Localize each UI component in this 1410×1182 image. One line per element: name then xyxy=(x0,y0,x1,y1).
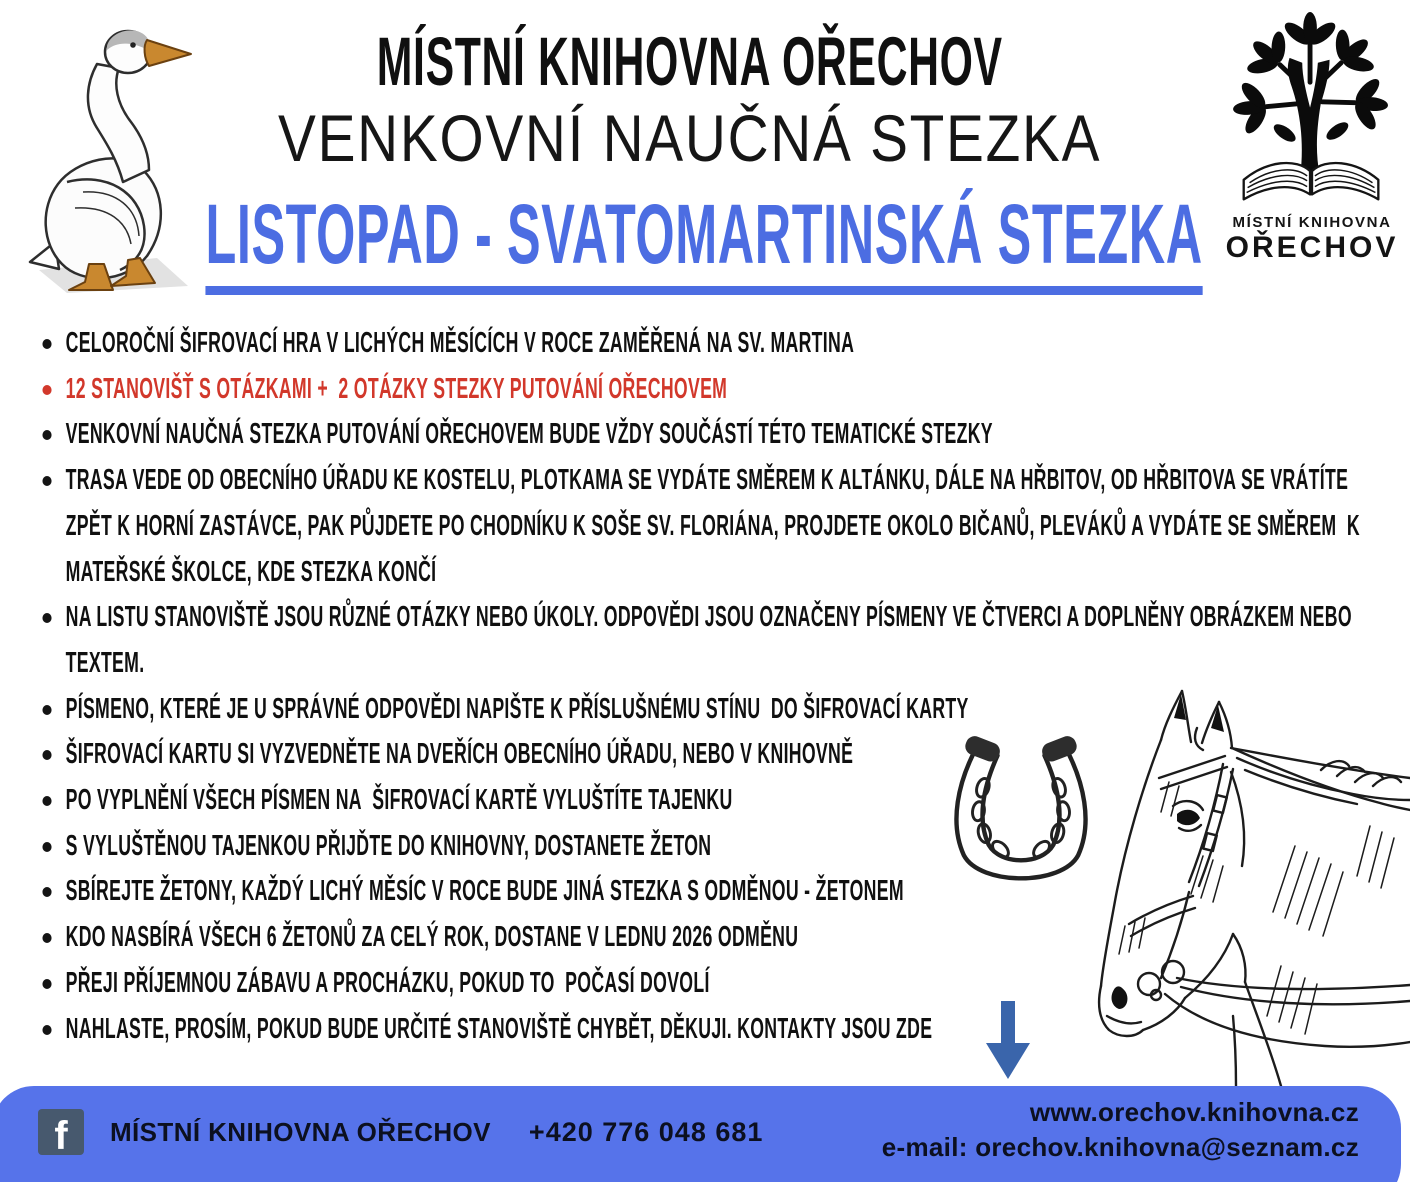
footer-left xyxy=(38,1086,763,1178)
facebook-icon xyxy=(38,1109,84,1155)
bullet-item: TRASA VEDE OD OBECNÍHO ÚŘADU KE KOSTELU, PLOTKAMA SE VYDÁTE SMĚREM K ALTÁNKU, DÁLE NA HŘBITOV, OD HŘBITOVA SE VRÁTÍTE ZPĚT K HORNÍ ZASTÁVCE, PAK PŮJDETE PO CHODNÍKU K SOŠE SV. FLORIÁNA, PROJDETE OKOLO BIČANŮ, PLEVÁKŮ A VYDÁTE SE SMĚREM K MATEŘSKÉ ŠKOLCE, KDE STEZKA KONČÍ xyxy=(40,458,1382,595)
poster-highlight-title: LISTOPAD - SVATOMARTINSKÁ STEZKA xyxy=(205,186,1202,295)
logo-text-line1: MÍSTNÍ KNIHOVNA xyxy=(1232,214,1392,231)
down-arrow-icon xyxy=(986,1001,1030,1079)
bullet-item: NA LISTU STANOVIŠTĚ JSOU RŮZNÉ OTÁZKY NEBO ÚKOLY. ODPOVĚDI JSOU OZNAČENY PÍSMENY VE ČTVERCI A DOPLNĚNY OBRÁZKEM NEBO TEXTEM. xyxy=(40,595,1382,686)
logo-text-line2: OŘECHOV xyxy=(1225,231,1399,264)
bullet-item-red: 12 STANOVIŠŤ S OTÁZKAMI + 2 OTÁZKY STEZKY PUTOVÁNÍ OŘECHOVEM xyxy=(40,367,1382,413)
bullet-item: KDO NASBÍRÁ VŠECH 6 ŽETONŮ ZA CELÝ ROK, DOSTANE V LEDNU 2026 ODMĚNU xyxy=(40,915,1382,961)
horseshoe-illustration xyxy=(933,731,1109,909)
footer-email: e-mail: orechov.knihovna@seznam.cz xyxy=(881,1132,1359,1162)
poster-title: MÍSTNÍ KNIHOVNA OŘECHOV xyxy=(377,23,1003,100)
facebook-glyph: f xyxy=(54,1114,68,1155)
bullet-item: CELOROČNÍ ŠIFROVACÍ HRA V LICHÝCH MĚSÍCÍCH V ROCE ZAMĚŘENÁ NA SV. MARTINA xyxy=(40,321,1382,367)
bullet-item: PŘEJI PŘÍJEMNOU ZÁBAVU A PROCHÁZKU, POKUD TO POČASÍ DOVOLÍ xyxy=(40,961,1382,1007)
bullet-item: PO VYPLNĚNÍ VŠECH PÍSMEN NA ŠIFROVACÍ KARTĚ VYLUŠTÍTE TAJENKU xyxy=(40,778,1382,824)
footer-website: www.orechov.knihovna.cz xyxy=(1029,1097,1359,1127)
footer-right xyxy=(882,1086,1359,1165)
horse-illustration xyxy=(1085,686,1410,1087)
bullet-item: SBÍREJTE ŽETONY, KAŽDÝ LICHÝ MĚSÍC V ROCE BUDE JINÁ STEZKA S ODMĚNOU - ŽETONEM xyxy=(40,869,1382,915)
bullet-item: NAHLASTE, PROSÍM, POKUD BUDE URČITÉ STANOVIŠTĚ CHYBĚT, DĚKUJI. KONTAKTY JSOU ZDE xyxy=(40,1007,1382,1053)
bullet-item: ŠIFROVACÍ KARTU SI VYZVEDNĚTE NA DVEŘÍCH OBECNÍHO ÚŘADU, NEBO V KNIHOVNĚ xyxy=(40,732,1382,778)
bullet-item: VENKOVNÍ NAUČNÁ STEZKA PUTOVÁNÍ OŘECHOVEM BUDE VŽDY SOUČÁSTÍ TÉTO TEMATICKÉ STEZKY xyxy=(40,412,1382,458)
footer-bar xyxy=(0,1086,1401,1182)
bullet-item: PÍSMENO, KTERÉ JE U SPRÁVNÉ ODPOVĚDI NAPIŠTE K PŘÍSLUŠNÉMU STÍNU DO ŠIFROVACÍ KARTY xyxy=(40,687,1382,733)
bullet-item: S VYLUŠTĚNOU TAJENKOU PŘIJĎTE DO KNIHOVNY, DOSTANETE ŽETON xyxy=(40,824,1382,870)
footer-phone: +420 776 048 681 xyxy=(528,1116,764,1147)
footer-library-name: MÍSTNÍ KNIHOVNA OŘECHOV xyxy=(110,1116,491,1147)
poster-subtitle: VENKOVNÍ NAUČNÁ STEZKA xyxy=(278,101,1102,175)
